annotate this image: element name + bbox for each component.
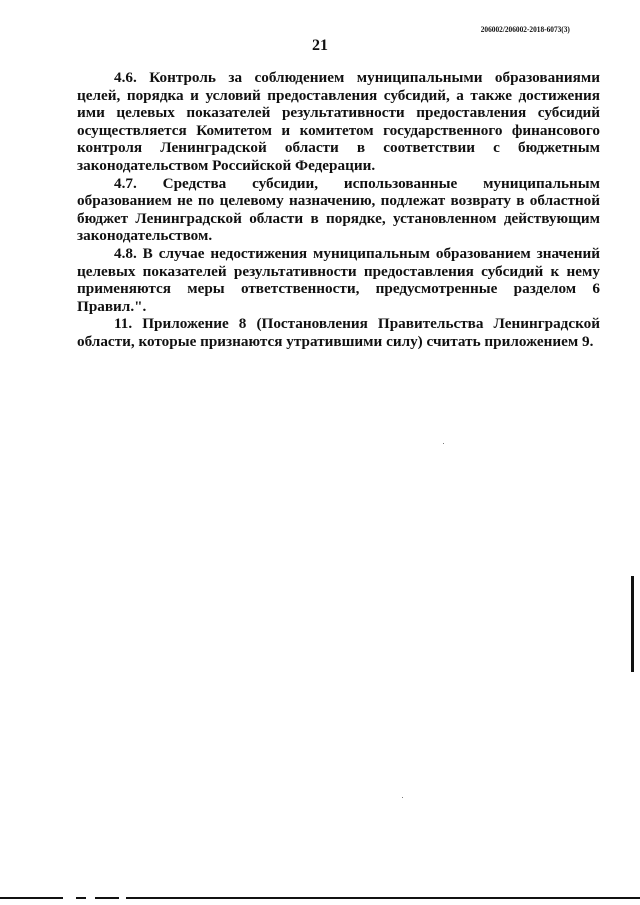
footer-rule-segment [0,897,63,899]
footer-rule-segment [95,897,119,899]
paragraph-4-6: 4.6. Контроль за соблюдением муниципальными образованиями целей, порядка и условий предоставления субсидий, а также достижения ими целевых показателей результативности предоставления субсидий осуществляется Комитетом и комитетом государственного финансового контроля Ленинградской области в соответствии с бюджетным законодательством Российской Федерации. [77,69,600,174]
page-number: 21 [312,37,328,54]
paragraph-4-7: 4.7. Средства субсидии, использованные муниципальным образованием не по целевому назначению, подлежат возврату в областной бюджет Ленинградской области в порядке, установленном действующим законодательством. [77,174,600,245]
scan-speck [402,797,403,798]
document-registration-number: 206002/206002-2018-6073(3) [480,25,570,34]
footer-rule-segment [76,897,86,899]
scan-edge-mark [631,576,634,672]
document-body [77,69,600,351]
footer-rule-segment [126,897,640,899]
scan-speck [443,443,444,444]
paragraph-11: 11. Приложение 8 (Постановления Правительства Ленинградской области, которые признаются утратившими силу) считать приложением 9. [77,315,600,350]
paragraph-4-8: 4.8. В случае недостижения муниципальным образованием значений целевых показателей результативности предоставления субсидий к нему применяются меры ответственности, предусмотренные разделом 6 Правил.". [77,244,600,315]
